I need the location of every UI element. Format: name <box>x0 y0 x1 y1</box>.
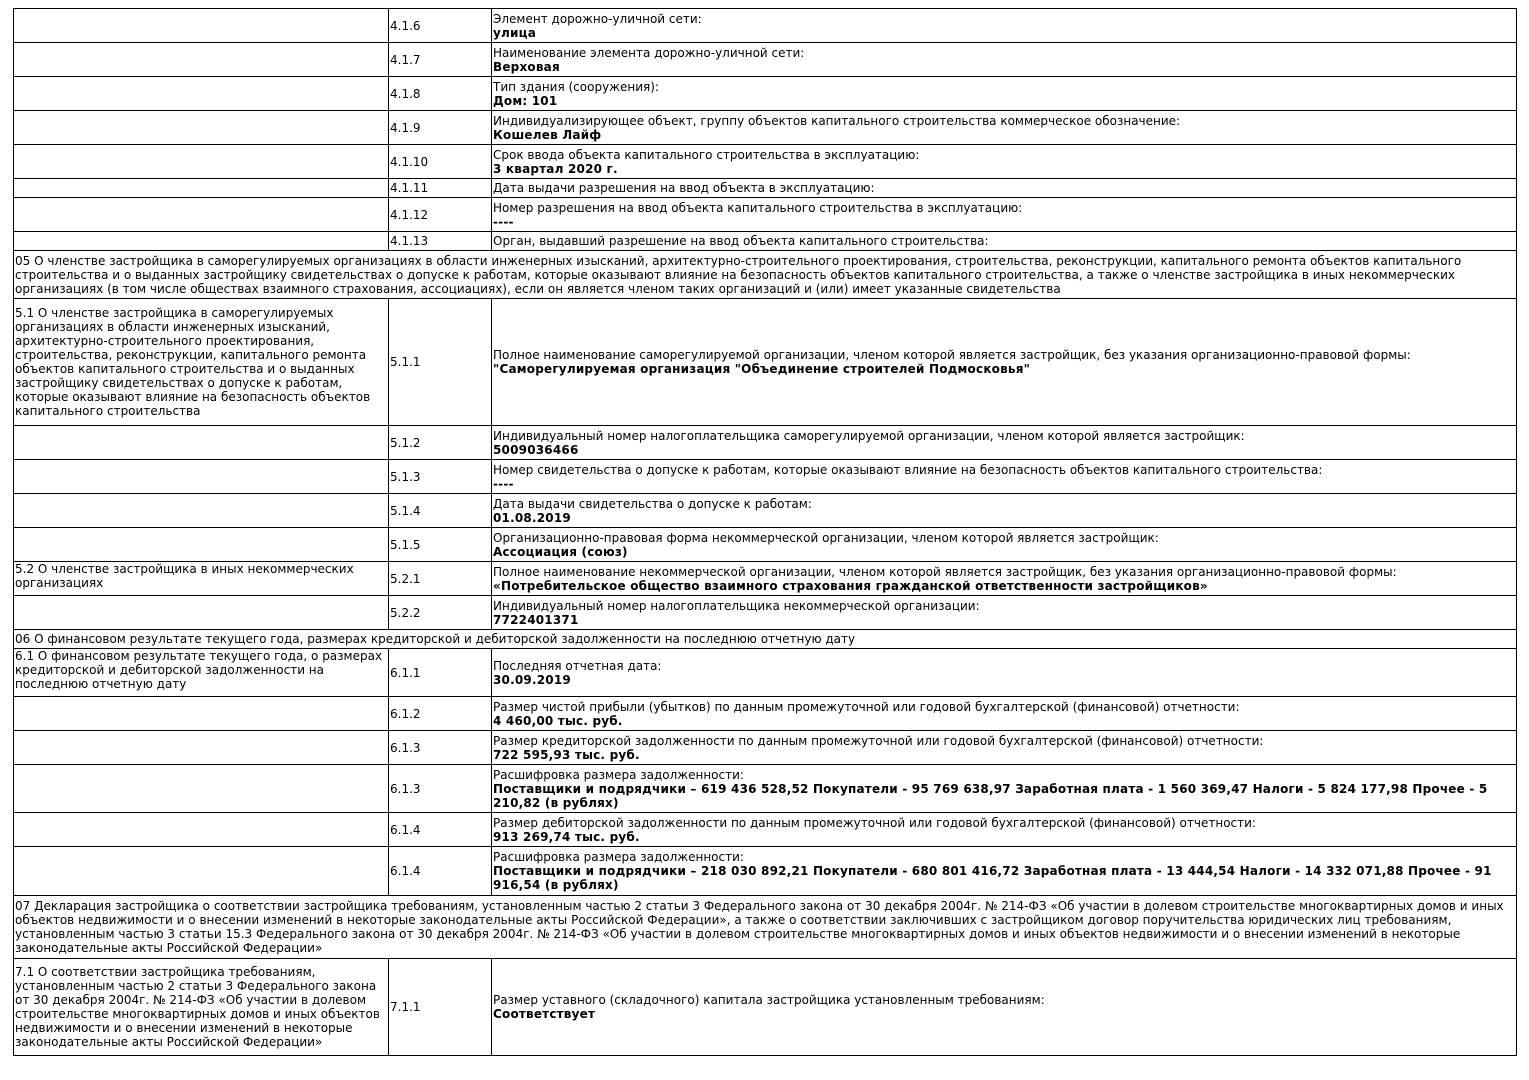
subsection-title <box>14 697 389 731</box>
item-value: Кошелев Лайф <box>493 127 602 142</box>
item-content <box>492 460 1517 494</box>
item-content <box>492 299 1517 426</box>
table-row <box>14 179 1517 198</box>
item-label: Индивидуальный номер налогоплательщика саморегулируемой организации, членом которой является застройщик: <box>493 428 1245 443</box>
table-row <box>14 596 1517 630</box>
subsection-title <box>14 528 389 562</box>
item-code: 4.1.10 <box>389 145 492 179</box>
item-label: Дата выдачи разрешения на ввод объекта в эксплуатацию: <box>493 181 875 195</box>
item-label: Расшифровка размера задолженности: <box>493 767 744 782</box>
item-value: Поставщики и подрядчики – 619 436 528,52 Покупатели - 95 769 638,97 Заработная плата - 1 560 369,47 Налоги - 5 824 177,98 Прочее - 5 210,82 (в рублях) <box>493 781 1488 810</box>
item-label: Размер дебиторской задолженности по данным промежуточной или годовой бухгалтерской (финансовой) отчетности: <box>493 815 1256 830</box>
item-value: 7722401371 <box>493 612 579 627</box>
item-content <box>492 232 1517 251</box>
subsection-title <box>14 847 389 896</box>
table-row <box>14 959 1517 1056</box>
item-code: 6.1.3 <box>389 765 492 813</box>
subsection-title <box>14 731 389 765</box>
item-label: Дата выдачи свидетельства о допуске к работам: <box>493 496 812 511</box>
item-code: 7.1.1 <box>389 959 492 1056</box>
table-row <box>14 232 1517 251</box>
item-content <box>492 43 1517 77</box>
section-header-text: 06 О финансовом результате текущего года, размерах кредиторской и дебиторской задолженности на последнюю отчетную дату <box>14 630 1517 649</box>
item-content <box>492 697 1517 731</box>
subsection-title: 7.1 О соответствии застройщика требованиям, установленным частью 2 статьи 3 Федерального закона от 30 декабря 2004г. № 214-ФЗ «Об участии в долевом строительстве многоквартирных домов и иных объектов недвижимости и о внесении изменений в некоторые законодательные акты Российской Федерации» <box>14 959 389 1056</box>
item-content <box>492 813 1517 847</box>
item-code: 5.2.2 <box>389 596 492 630</box>
subsection-title <box>14 426 389 460</box>
table-row <box>14 426 1517 460</box>
item-content <box>492 528 1517 562</box>
table-row <box>14 43 1517 77</box>
item-label: Индивидуализирующее объект, группу объектов капитального строительства коммерческое обозначение: <box>493 113 1181 128</box>
item-content <box>492 179 1517 198</box>
item-content <box>492 198 1517 232</box>
item-code: 5.1.1 <box>389 299 492 426</box>
item-label: Полное наименование саморегулируемой организации, членом которой является застройщик, без указания организационно-правовой формы: <box>493 348 1411 362</box>
item-label: Орган, выдавший разрешение на ввод объекта капитального строительства: <box>493 234 989 248</box>
item-code: 4.1.7 <box>389 43 492 77</box>
item-content <box>492 426 1517 460</box>
item-content <box>492 847 1517 896</box>
item-value: улица <box>493 25 537 40</box>
table-row <box>14 9 1517 43</box>
item-content <box>492 111 1517 145</box>
item-value: Дом: 101 <box>493 93 558 108</box>
item-label: Размер чистой прибыли (убытков) по данным промежуточной или годовой бухгалтерской (финансовой) отчетности: <box>493 699 1240 714</box>
item-code: 4.1.8 <box>389 77 492 111</box>
item-code: 6.1.1 <box>389 649 492 697</box>
subsection-title: 6.1 О финансовом результате текущего года, о размерах кредиторской и дебиторской задолженности на последнюю отчетную дату <box>14 649 389 697</box>
item-code: 6.1.2 <box>389 697 492 731</box>
item-value: ---- <box>493 476 514 491</box>
item-value: "Саморегулируемая организация "Объединение строителей Подмосковья" <box>493 362 1031 376</box>
declaration-table-body <box>14 9 1517 1056</box>
subsection-title <box>14 198 389 232</box>
table-row <box>14 731 1517 765</box>
section-header-row <box>14 630 1517 649</box>
item-label: Элемент дорожно-уличной сети: <box>493 11 702 26</box>
item-label: Срок ввода объекта капитального строительства в эксплуатацию: <box>493 147 920 162</box>
item-value: Ассоциация (союз) <box>493 544 628 559</box>
item-content <box>492 145 1517 179</box>
subsection-title <box>14 765 389 813</box>
subsection-title: 5.2 О членстве застройщика в иных некоммерческих организациях <box>14 562 389 596</box>
item-label: Организационно-правовая форма некоммерческой организации, членом которой является застройщик: <box>493 530 1159 545</box>
item-value: 4 460,00 тыс. руб. <box>493 713 623 728</box>
table-row <box>14 198 1517 232</box>
table-row <box>14 649 1517 697</box>
item-value: Соответствует <box>493 1007 596 1021</box>
subsection-title <box>14 77 389 111</box>
table-row <box>14 77 1517 111</box>
table-row <box>14 494 1517 528</box>
subsection-title <box>14 145 389 179</box>
item-label: Размер уставного (складочного) капитала застройщика установленным требованиям: <box>493 993 1045 1007</box>
item-value: Поставщики и подрядчики – 218 030 892,21 Покупатели - 680 801 416,72 Заработная плата - 13 444,54 Налоги - 14 332 071,88 Прочее - 91 916,54 (в рублях) <box>493 864 1492 892</box>
table-row <box>14 460 1517 494</box>
item-label: Тип здания (сооружения): <box>493 79 659 94</box>
item-code: 4.1.9 <box>389 111 492 145</box>
subsection-title <box>14 813 389 847</box>
subsection-title <box>14 232 389 251</box>
item-content <box>492 596 1517 630</box>
table-row <box>14 111 1517 145</box>
item-content <box>492 765 1517 813</box>
item-value: 5009036466 <box>493 442 579 457</box>
section-header-text: 05 О членстве застройщика в саморегулируемых организациях в области инженерных изысканий, архитектурно-строительного проектирования, строительства, реконструкции, капитального ремонта объектов капитального строительства и о выданных застройщику свидетельствах о допуске к работам, которые оказывают влияние на безопасность объектов капитального строительства, а также о членстве застройщика в иных некоммерческих организациях (в том числе обществах взаимного страхования, ассоциациях), если он является членом таких организаций и (или) имеет указанные свидетельства <box>14 251 1517 299</box>
item-code: 6.1.4 <box>389 813 492 847</box>
item-label: Наименование элемента дорожно-уличной сети: <box>493 45 805 60</box>
subsection-title <box>14 596 389 630</box>
item-label: Размер кредиторской задолженности по данным промежуточной или годовой бухгалтерской (финансовой) отчетности: <box>493 733 1264 748</box>
item-label: Индивидуальный номер налогоплательщика некоммерческой организации: <box>493 598 980 613</box>
item-code: 5.1.3 <box>389 460 492 494</box>
item-code: 6.1.4 <box>389 847 492 896</box>
subsection-title: 5.1 О членстве застройщика в саморегулируемых организациях в области инженерных изысканий, архитектурно-строительного проектирования, строительства, реконструкции, капитального ремонта объектов капитального строительства и о выданных застройщику свидетельствах о допуске к работам, которые оказывают влияние на безопасность объектов капитального строительства <box>14 299 389 426</box>
item-code: 5.1.4 <box>389 494 492 528</box>
item-label: Номер разрешения на ввод объекта капитального строительства в эксплуатацию: <box>493 200 1023 215</box>
section-header-row <box>14 251 1517 299</box>
table-row <box>14 765 1517 813</box>
item-content <box>492 9 1517 43</box>
item-content <box>492 77 1517 111</box>
item-value: 3 квартал 2020 г. <box>493 161 618 176</box>
item-code: 5.1.5 <box>389 528 492 562</box>
table-row <box>14 528 1517 562</box>
subsection-title <box>14 460 389 494</box>
subsection-title <box>14 43 389 77</box>
item-value: 30.09.2019 <box>493 672 571 687</box>
item-label: Полное наименование некоммерческой организации, членом которой является застройщик, без указания организационно-правовой формы: <box>493 564 1397 579</box>
item-code: 5.1.2 <box>389 426 492 460</box>
table-row <box>14 697 1517 731</box>
item-value: 01.08.2019 <box>493 510 571 525</box>
table-row <box>14 562 1517 596</box>
item-content <box>492 959 1517 1056</box>
item-code: 4.1.11 <box>389 179 492 198</box>
table-row <box>14 145 1517 179</box>
item-value: 913 269,74 тыс. руб. <box>493 829 640 844</box>
item-code: 6.1.3 <box>389 731 492 765</box>
subsection-title <box>14 179 389 198</box>
item-content <box>492 649 1517 697</box>
item-value: ---- <box>493 214 514 229</box>
item-code: 4.1.13 <box>389 232 492 251</box>
item-code: 4.1.12 <box>389 198 492 232</box>
subsection-title <box>14 111 389 145</box>
item-content <box>492 731 1517 765</box>
table-row <box>14 847 1517 896</box>
item-value: «Потребительское общество взаимного страхования гражданской ответственности застройщиков» <box>493 578 1208 593</box>
section-header-row <box>14 896 1517 959</box>
section-header-text: 07 Декларация застройщика о соответствии застройщика требованиям, установленным частью 2 статьи 3 Федерального закона от 30 декабря 2004г. № 214-ФЗ «Об участии в долевом строительстве многоквартирных домов и иных объектов недвижимости и о внесении изменений в некоторые законодательные акты Российской Федерации», а также о соответствии заключивших с застройщиком договор поручительства юридических лиц требованиям, установленным частью 3 статьи 15.3 Федерального закона от 30 декабря 2004г. № 214-ФЗ «Об участии в долевом строительстве многоквартирных домов и иных объектов недвижимости и о внесении изменений в некоторые законодательные акты Российской Федерации» <box>14 896 1517 959</box>
item-label: Номер свидетельства о допуске к работам, которые оказывают влияние на безопасность объектов капитального строительства: <box>493 462 1323 477</box>
item-content <box>492 562 1517 596</box>
subsection-title <box>14 9 389 43</box>
subsection-title <box>14 494 389 528</box>
table-row <box>14 299 1517 426</box>
item-label: Последняя отчетная дата: <box>493 658 662 673</box>
item-label: Расшифровка размера задолженности: <box>493 850 744 864</box>
declaration-table <box>13 8 1517 1056</box>
table-row <box>14 813 1517 847</box>
item-content <box>492 494 1517 528</box>
item-code: 4.1.6 <box>389 9 492 43</box>
item-value: Верховая <box>493 59 560 74</box>
item-value: 722 595,93 тыс. руб. <box>493 747 640 762</box>
item-code: 5.2.1 <box>389 562 492 596</box>
